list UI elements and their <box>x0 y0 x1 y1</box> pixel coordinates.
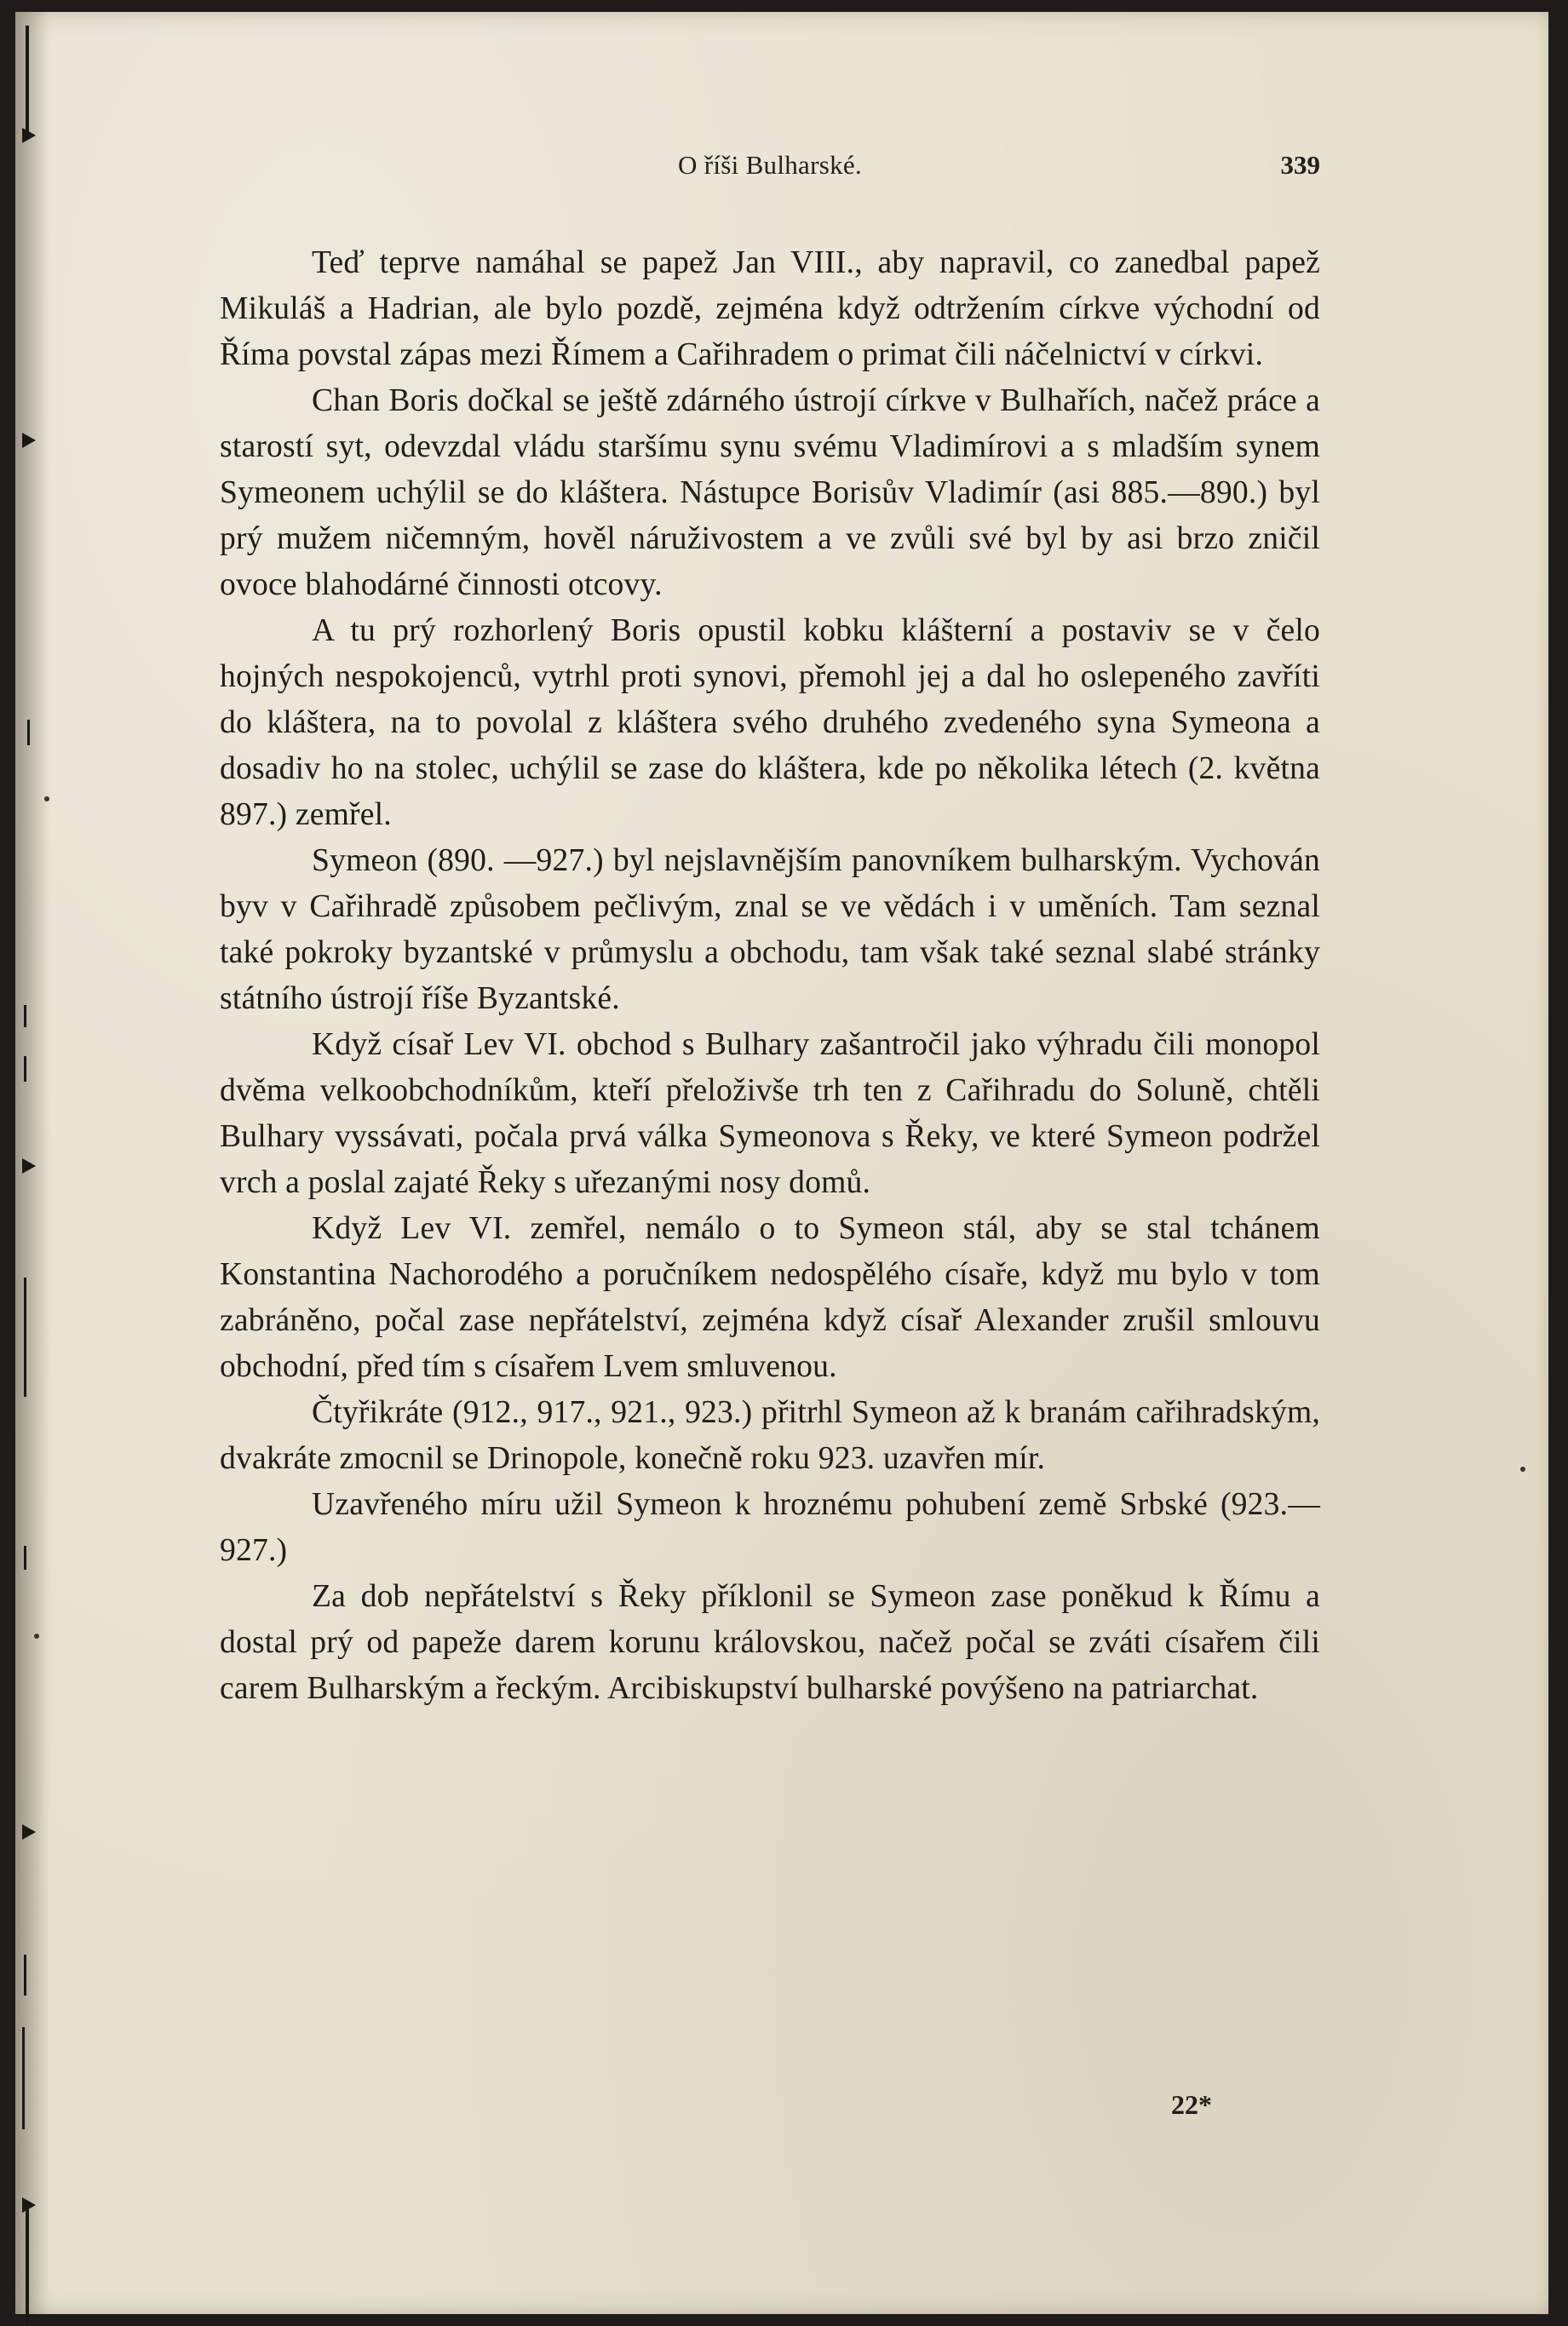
margin-tick-4 <box>24 1546 26 1570</box>
paragraph: Za dob nepřátelství s Řeky příklonil se Symeon zase poněkud k Římu a dostal prý od papeže darem korunu královskou, načež počal se zváti císařem čili carem Bulharským a řeckým. Arcibiskupství bulharské povýšeno na patriarchat. <box>220 1579 1320 1706</box>
paragraph: A tu prý rozhorlený Boris opustil kobku klášterní a postaviv se v čelo hojných nespokojenců, vytrhl proti synovi, přemohl jej a dal ho oslepeného zavříti do kláštera, na to povolal z kláštera svého druhého zvedeného syna Symeona a dosadiv ho na stolec, uchýlil se zase do kláštera, kde po několika létech (2. května 897.) zemřel. <box>220 613 1320 832</box>
margin-tick-2 <box>24 1005 26 1027</box>
margin-speck-2 <box>34 1634 39 1639</box>
margin-arrow-2 <box>22 433 36 448</box>
paragraph: Chan Boris dočkal se ještě zdárného ústrojí církve v Bulhařích, načež práce a starostí syt, odevzdal vládu staršímu synu svému Vladimírovi a s mladším synem Symeonem uchýlil se do kláštera. Nástupce Borisův Vladimír (asi 885.—890.) byl prý mužem ničemným, hověl náruživostem a ve zvůli své byl by asi brzo zničil ovoce blahodárné činnosti otcovy. <box>220 383 1320 602</box>
body-text <box>220 240 1320 1712</box>
paragraph: Když Lev VI. zemřel, nemálo o to Symeon stál, aby se stal tchánem Konstantina Nachorodého a poručníkem nedospělého císaře, když mu bylo v tom zabráněno, počal zase nepřátelství, zejména když císař Alexander zrušil smlouvu obchodní, před tím s císařem Lvem smluvenou. <box>220 1211 1320 1384</box>
page-number: 339 <box>1280 150 1320 180</box>
page-speck <box>1520 1467 1525 1472</box>
margin-speck-1 <box>44 796 49 801</box>
margin-rule-3 <box>22 2027 25 2129</box>
running-head: O říši Bulharské. <box>677 150 863 180</box>
margin-tick-3 <box>24 1056 26 1082</box>
paragraph: Uzavřeného míru užil Symeon k hroznému pohubení země Srbské (923.—927.) <box>220 1487 1320 1568</box>
paragraph: Když císař Lev VI. obchod s Bulhary zašantročil jako výhradu čili monopol dvěma velkoobchodníkům, kteří přeloživše trh ten z Cařihradu do Soluně, chtěli Bulhary vyssávati, počala prvá válka Symeonova s Řeky, ve které Symeon podržel vrch a poslal zajaté Řeky s uřezanými nosy domů. <box>220 1027 1320 1200</box>
margin-arrow-1 <box>22 128 36 143</box>
margin-arrow-4 <box>22 1824 36 1840</box>
binding-rule-top <box>26 26 29 132</box>
margin-arrow-3 <box>22 1158 36 1174</box>
margin-tick-1 <box>27 720 30 745</box>
binding-rule-bottom <box>26 2206 29 2326</box>
paragraph: Symeon (890. —927.) byl nejslavnějším panovníkem bulharským. Vychován byv v Cařihradě způsobem pečlivým, znal se ve vědách i v uměních. Tam seznal také pokroky byzantské v průmyslu a obchodu, tam však také seznal slabé stránky státního ústrojí říše Byzantské. <box>220 843 1320 1016</box>
paragraph: Teď teprve namáhal se papež Jan VIII., aby napravil, co zanedbal papež Mikuláš a Hadrian, ale bylo pozdě, zejména když odtržením církve východní od Říma povstal zápas mezi Římem a Cařihradem o primat čili náčelnictví v církvi. <box>220 245 1320 372</box>
margin-rule-1 <box>24 1278 26 1397</box>
margin-rule-2 <box>24 1955 26 1996</box>
margin-arrow-5 <box>22 2197 36 2213</box>
signature-mark: 22* <box>1171 2089 1212 2120</box>
page-header <box>220 150 1320 187</box>
paragraph: Čtyřikráte (912., 917., 921., 923.) přitrhl Symeon až k branám cařihradským, dvakráte zmocnil se Drinopole, konečně roku 923. uzavřen mír. <box>220 1395 1320 1476</box>
